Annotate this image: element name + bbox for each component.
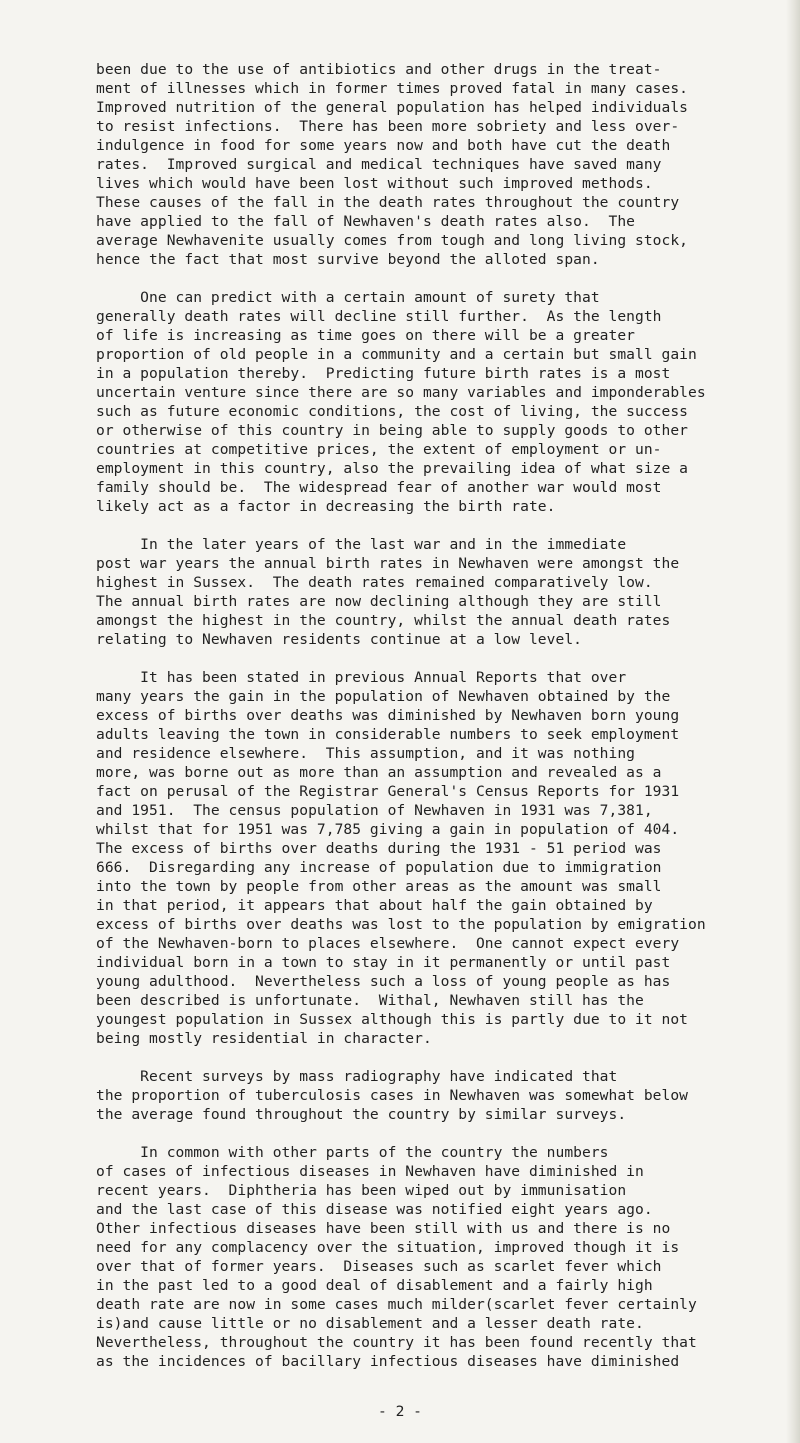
paragraph-gap <box>96 1048 796 1067</box>
text-line: family should be. The widespread fear of another war would most <box>96 479 662 496</box>
text-line: to resist infections. There has been more sobriety and less over- <box>96 118 680 135</box>
text-line: individual born in a town to stay in it permanently or until past <box>96 954 671 971</box>
text-line: relating to Newhaven residents continue at a low level. <box>96 631 582 648</box>
text-line: or otherwise of this country in being able to supply goods to other <box>96 422 689 439</box>
paragraph-2 <box>96 288 796 516</box>
text-line: death rate are now in some cases much milder(scarlet fever certainly <box>96 1296 697 1313</box>
text-line: Recent surveys by mass radiography have indicated that <box>96 1068 618 1085</box>
text-line: the proportion of tuberculosis cases in Newhaven was somewhat below <box>96 1087 689 1104</box>
text-line: employment in this country, also the prevailing idea of what size a <box>96 460 689 477</box>
text-line: many years the gain in the population of Newhaven obtained by the <box>96 688 671 705</box>
text-line: being mostly residential in character. <box>96 1030 432 1047</box>
text-line: in the past led to a good deal of disablement and a fairly high <box>96 1277 653 1294</box>
page-edge-shadow <box>786 0 800 1443</box>
text-line: such as future economic conditions, the cost of living, the success <box>96 403 689 420</box>
text-line: highest in Sussex. The death rates remained comparatively low. <box>96 574 653 591</box>
paragraph-gap <box>96 649 796 668</box>
text-line: lives which would have been lost without such improved methods. <box>96 175 653 192</box>
text-line: young adulthood. Nevertheless such a loss of young people as has <box>96 973 671 990</box>
text-line: excess of births over deaths was diminished by Newhaven born young <box>96 707 680 724</box>
text-line: ment of illnesses which in former times proved fatal in many cases. <box>96 80 689 97</box>
text-line: likely act as a factor in decreasing the birth rate. <box>96 498 556 515</box>
report-body <box>96 60 796 1371</box>
text-line: proportion of old people in a community and a certain but small gain <box>96 346 697 363</box>
text-line: It has been stated in previous Annual Reports that over <box>96 669 627 686</box>
paragraph-3 <box>96 535 796 649</box>
text-line: whilst that for 1951 was 7,785 giving a gain in population of 404. <box>96 821 680 838</box>
text-line: have applied to the fall of Newhaven's death rates also. The <box>96 213 636 230</box>
text-line: The annual birth rates are now declining although they are still <box>96 593 662 610</box>
text-line: amongst the highest in the country, whilst the annual death rates <box>96 612 671 629</box>
text-line: rates. Improved surgical and medical techniques have saved many <box>96 156 662 173</box>
text-line: and the last case of this disease was notified eight years ago. <box>96 1201 653 1218</box>
page-number: - 2 - <box>378 1403 422 1420</box>
text-line: need for any complacency over the situation, improved though it is <box>96 1239 680 1256</box>
text-line: Improved nutrition of the general population has helped individuals <box>96 99 689 116</box>
text-line: post war years the annual birth rates in Newhaven were amongst the <box>96 555 680 572</box>
text-line: and residence elsewhere. This assumption, and it was nothing <box>96 745 636 762</box>
text-line: The excess of births over deaths during the 1931 - 51 period was <box>96 840 662 857</box>
text-line: the average found throughout the country by similar surveys. <box>96 1106 627 1123</box>
text-line: is)and cause little or no disablement and a lesser death rate. <box>96 1315 644 1332</box>
paragraph-gap <box>96 269 796 288</box>
paragraph-5 <box>96 1067 796 1124</box>
text-line: in that period, it appears that about half the gain obtained by <box>96 897 653 914</box>
text-line: generally death rates will decline still further. As the length <box>96 308 662 325</box>
paragraph-gap <box>96 516 796 535</box>
paragraph-6 <box>96 1143 796 1371</box>
text-line: In common with other parts of the country the numbers <box>96 1144 609 1161</box>
text-line: over that of former years. Diseases such as scarlet fever which <box>96 1258 662 1275</box>
text-line: of life is increasing as time goes on there will be a greater <box>96 327 636 344</box>
text-line: more, was borne out as more than an assumption and revealed as a <box>96 764 662 781</box>
text-line: One can predict with a certain amount of surety that <box>96 289 600 306</box>
text-line: uncertain venture since there are so many variables and imponderables <box>96 384 706 401</box>
text-line: 666. Disregarding any increase of population due to immigration <box>96 859 662 876</box>
text-line: excess of births over deaths was lost to the population by emigration <box>96 916 706 933</box>
text-line: been due to the use of antibiotics and other drugs in the treat- <box>96 61 662 78</box>
text-line: been described is unfortunate. Withal, Newhaven still has the <box>96 992 644 1009</box>
text-line: of the Newhaven-born to places elsewhere. One cannot expect every <box>96 935 680 952</box>
text-line: in a population thereby. Predicting future birth rates is a most <box>96 365 671 382</box>
text-line: adults leaving the town in considerable numbers to seek employment <box>96 726 680 743</box>
text-line: hence the fact that most survive beyond the alloted span. <box>96 251 600 268</box>
text-line: Nevertheless, throughout the country it has been found recently that <box>96 1334 697 1351</box>
text-line: Other infectious diseases have been still with us and there is no <box>96 1220 671 1237</box>
text-line: These causes of the fall in the death rates throughout the country <box>96 194 680 211</box>
paragraph-1 <box>96 60 796 269</box>
paragraph-gap <box>96 1124 796 1143</box>
text-line: fact on perusal of the Registrar General's Census Reports for 1931 <box>96 783 680 800</box>
paragraph-4 <box>96 668 796 1048</box>
text-line: countries at competitive prices, the extent of employment or un- <box>96 441 662 458</box>
text-line: recent years. Diphtheria has been wiped out by immunisation <box>96 1182 627 1199</box>
text-line: indulgence in food for some years now and both have cut the death <box>96 137 671 154</box>
text-line: as the incidences of bacillary infectious diseases have diminished <box>96 1353 680 1370</box>
text-line: In the later years of the last war and in the immediate <box>96 536 627 553</box>
text-line: of cases of infectious diseases in Newhaven have diminished in <box>96 1163 644 1180</box>
text-line: into the town by people from other areas as the amount was small <box>96 878 662 895</box>
text-line: and 1951. The census population of Newhaven in 1931 was 7,381, <box>96 802 653 819</box>
text-line: average Newhavenite usually comes from tough and long living stock, <box>96 232 689 249</box>
text-line: youngest population in Sussex although this is partly due to it not <box>96 1011 689 1028</box>
